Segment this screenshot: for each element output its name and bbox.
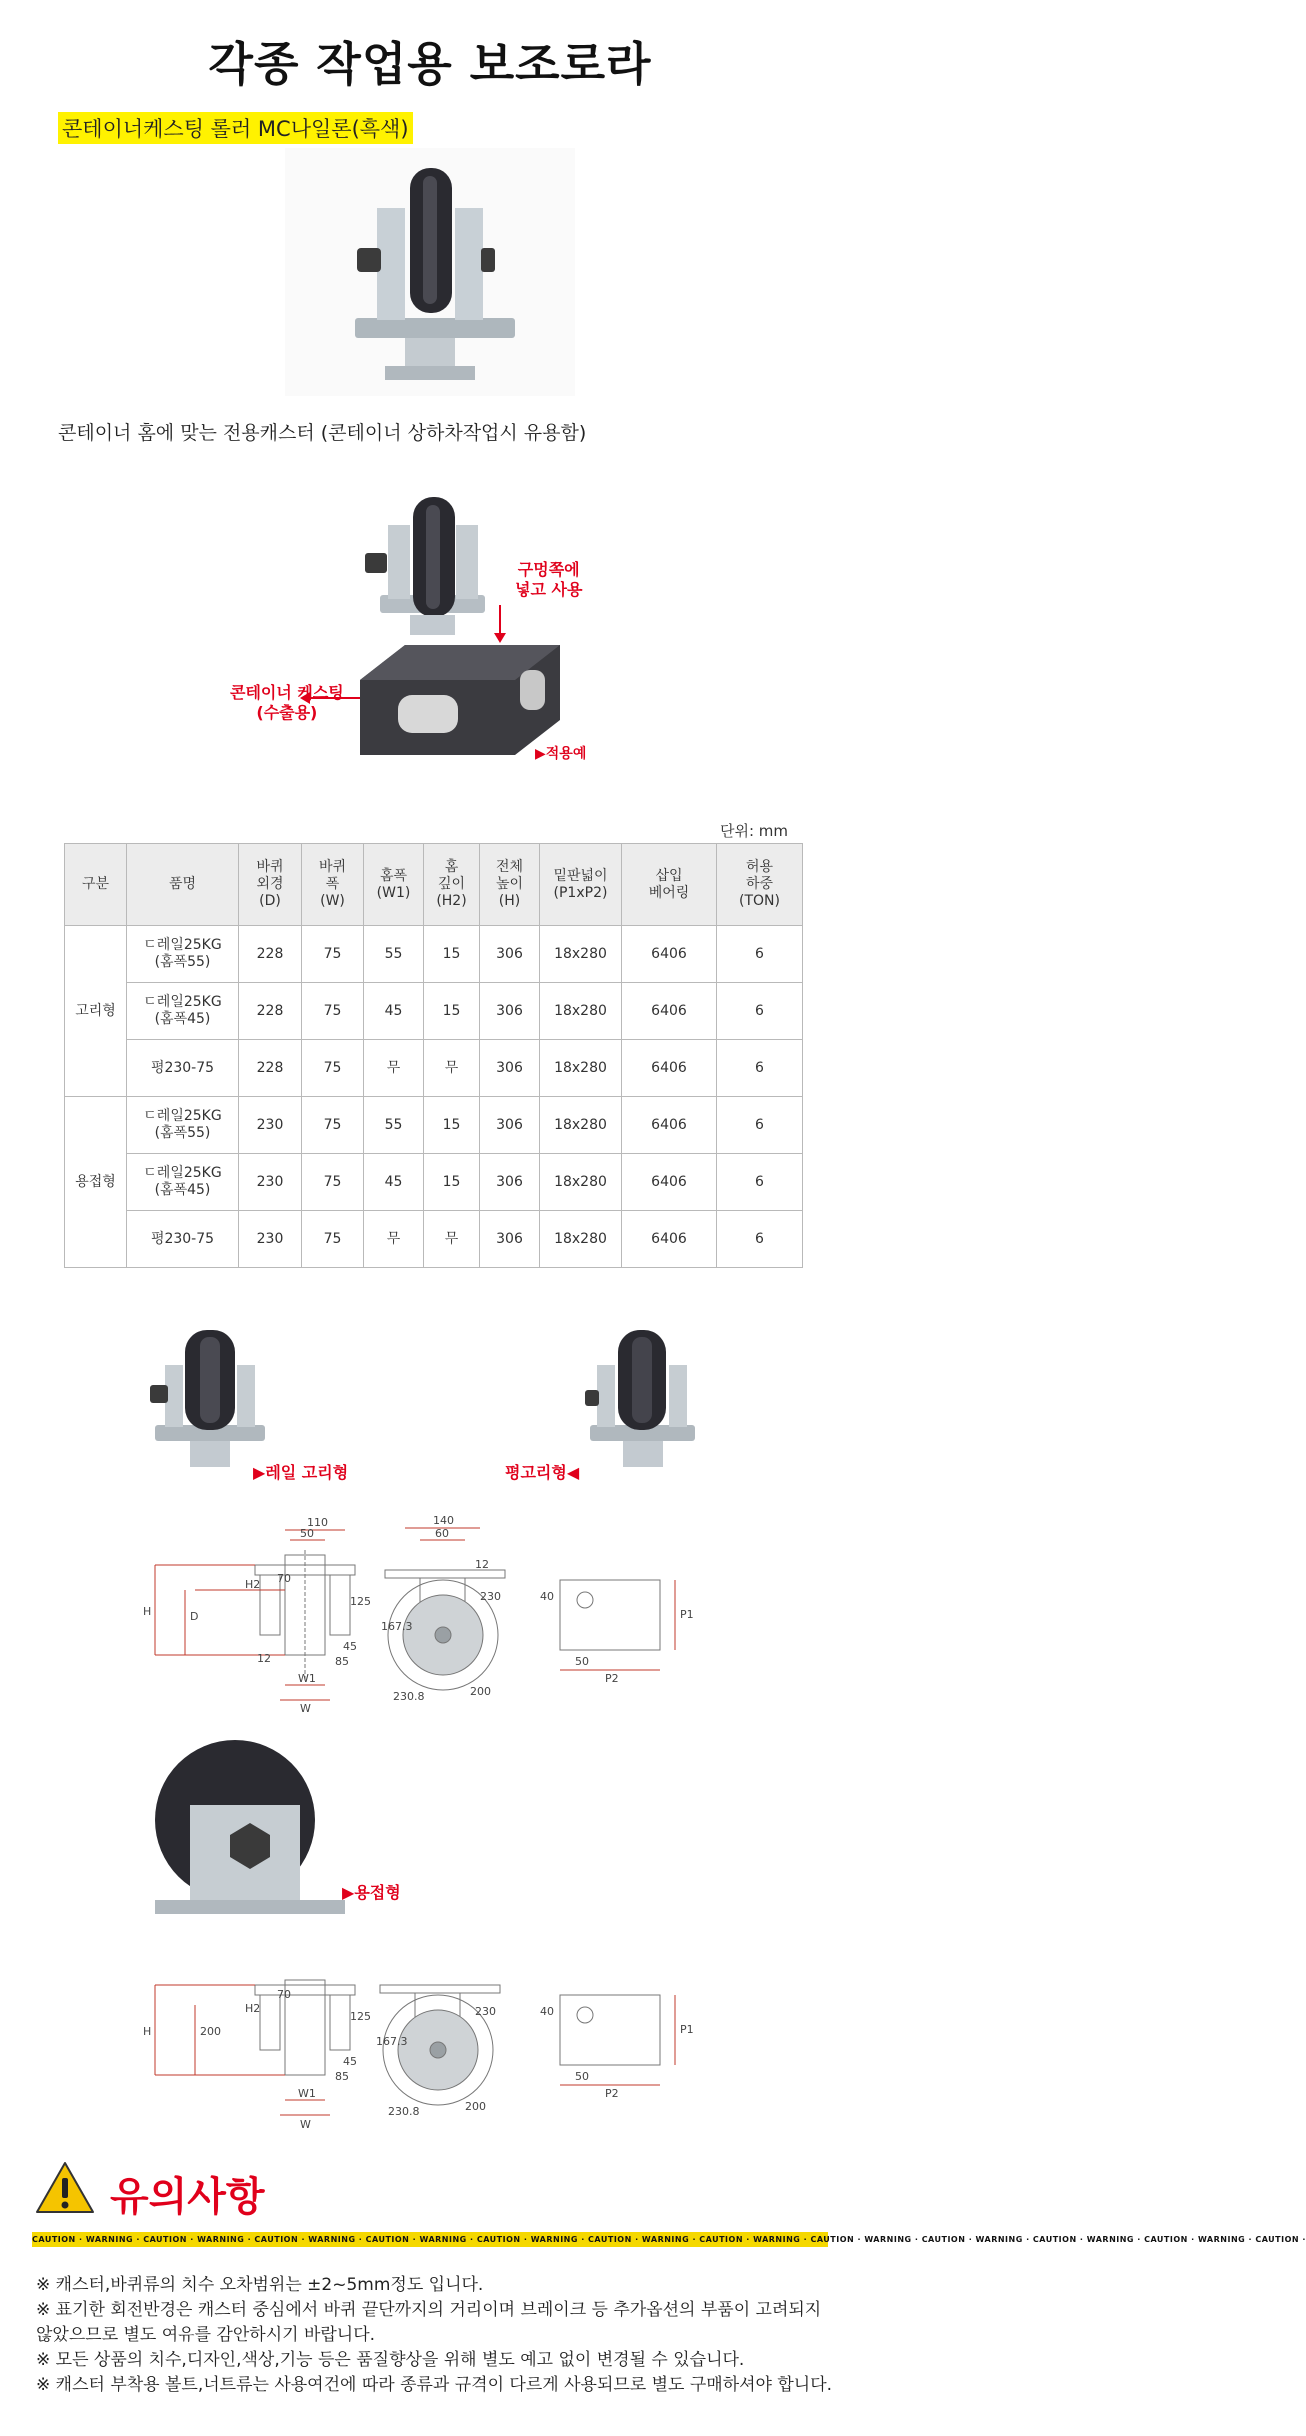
dim-weld-plate-p2: P2	[605, 2087, 619, 2100]
dim-front-110: 110	[307, 1516, 328, 1529]
table-cell: 무	[364, 1040, 424, 1097]
note-item: ※ 캐스터,바퀴류의 치수 오차범위는 ±2~5mm정도 입니다.	[36, 2275, 484, 2295]
table-cell: 228	[239, 983, 302, 1040]
insert-label	[515, 560, 582, 600]
dim-weld-200: 200	[200, 2025, 221, 2038]
table-cell: ㄷ레일25KG (홈폭45)	[127, 983, 239, 1040]
header-diameter: 바퀴 외경 (D)	[239, 844, 302, 926]
table-cell: 18x280	[540, 926, 622, 983]
unit-label: 단위: mm	[720, 822, 789, 840]
table-cell: 6406	[622, 1211, 717, 1268]
table-cell: ㄷ레일25KG (홈폭55)	[127, 926, 239, 983]
dim-front-70: 70	[277, 1572, 291, 1585]
dim-weld-w1: W1	[298, 2087, 316, 2100]
dim-front-d: D	[190, 1610, 199, 1623]
flat-hook-label	[505, 1460, 579, 1483]
table-row	[65, 1040, 803, 1097]
dim-side-140: 140	[433, 1514, 454, 1527]
table-cell: 75	[302, 983, 364, 1040]
dim-front-12: 12	[257, 1652, 271, 1665]
dim-side-230-8: 230.8	[393, 1690, 425, 1703]
table-cell: 18x280	[540, 1097, 622, 1154]
flat-hook-photo	[585, 1325, 700, 1475]
dim-front-125: 125	[350, 1595, 371, 1608]
table-cell: 무	[424, 1040, 480, 1097]
product-name: 콘테이너케스팅 롤러 MC나일론(흑색)	[58, 112, 413, 144]
table-cell: ㄷ레일25KG (홈폭45)	[127, 1154, 239, 1211]
page-title: 각종 작업용 보조로라	[208, 37, 652, 91]
table-row	[65, 1097, 803, 1154]
play-arrow-left-icon: ◀	[566, 1463, 580, 1482]
welded-label-text: 용접형	[354, 1883, 401, 1902]
dim-plate-p2: P2	[605, 1672, 619, 1685]
dim-side-230: 230	[480, 1590, 501, 1603]
dim-weld-125: 125	[350, 2010, 371, 2023]
table-cell: 15	[424, 1097, 480, 1154]
table-cell: 306	[480, 1154, 540, 1211]
warning-triangle-icon	[34, 2160, 96, 2216]
header-height: 전체 높이 (H)	[480, 844, 540, 926]
container-label	[230, 683, 344, 723]
dim-plate-40: 40	[540, 1590, 554, 1603]
note-item: ※ 모든 상품의 치수,디자인,색상,기능 등은 품질향상을 위해 별도 예고 없이 변경될 수 있습니다.	[36, 2350, 745, 2370]
table-row	[65, 983, 803, 1040]
table-cell: 6	[717, 1097, 803, 1154]
table-cell: 무	[364, 1211, 424, 1268]
table-cell: 6406	[622, 1097, 717, 1154]
table-cell: 18x280	[540, 983, 622, 1040]
table-cell: 45	[364, 983, 424, 1040]
table-cell: 6406	[622, 926, 717, 983]
table-cell: 75	[302, 926, 364, 983]
group-label: 고리형	[65, 926, 127, 1097]
caution-tape: CAUTION · WARNING · CAUTION · WARNING · CAUTION · WARNING · CAUTION · WARNING · CAUTION · WARNING · CAUTION · WARNING · CAUTION · WARNING · CAUTION · WARNING · CAUTION · WARNING · CAUTION · WARNING · CAUTION · WARNING · CAUTION ·	[32, 2232, 828, 2247]
container-label-line1: 콘테이너 케스팅	[230, 683, 344, 702]
header-load: 허용 하중 (TON)	[717, 844, 803, 926]
dim-plate-50: 50	[575, 1655, 589, 1668]
table-cell: 306	[480, 926, 540, 983]
usage-diagram	[230, 485, 650, 785]
play-arrow-icon: ▶	[253, 1463, 266, 1482]
dim-weld-side-200: 200	[465, 2100, 486, 2113]
table-row	[65, 926, 803, 983]
table-cell: 6	[717, 1040, 803, 1097]
group-label: 용접형	[65, 1097, 127, 1268]
welded-photo	[150, 1735, 350, 1925]
header-groove-depth: 홈 깊이 (H2)	[424, 844, 480, 926]
table-cell: 306	[480, 983, 540, 1040]
dim-weld-side-167: 167.3	[376, 2035, 408, 2048]
spec-table	[64, 843, 803, 1268]
dim-weld-h2: H2	[245, 2002, 261, 2015]
dim-side-12: 12	[475, 1558, 489, 1571]
dim-front-w: W	[300, 1702, 311, 1715]
dim-front-85: 85	[335, 1655, 349, 1668]
table-cell: 75	[302, 1097, 364, 1154]
table-cell: 6406	[622, 983, 717, 1040]
product-subtitle: 콘테이너 홈에 맞는 전용캐스터 (콘테이너 상하차작업시 유용함)	[58, 422, 587, 444]
table-cell: 6	[717, 926, 803, 983]
product-photo-main	[285, 148, 575, 396]
example-label	[535, 743, 586, 763]
table-row	[65, 1154, 803, 1211]
table-cell: ㄷ레일25KG (홈폭55)	[127, 1097, 239, 1154]
table-cell: 228	[239, 1040, 302, 1097]
table-cell: 75	[302, 1040, 364, 1097]
dim-front-h: H	[143, 1605, 152, 1618]
table-cell: 평230-75	[127, 1040, 239, 1097]
insert-label-line1: 구멍쪽에	[517, 560, 580, 579]
table-cell: 15	[424, 926, 480, 983]
table-cell: 75	[302, 1154, 364, 1211]
dim-weld-plate-p1: P1	[680, 2023, 694, 2036]
table-cell: 6	[717, 983, 803, 1040]
insert-label-line2: 넣고 사용	[515, 580, 583, 599]
rail-hook-photo	[150, 1325, 270, 1475]
table-cell: 무	[424, 1211, 480, 1268]
header-plate-size: 밑판넓이 (P1xP2)	[540, 844, 622, 926]
table-cell: 228	[239, 926, 302, 983]
table-cell: 15	[424, 983, 480, 1040]
table-cell: 6406	[622, 1040, 717, 1097]
rail-hook-label	[253, 1460, 348, 1483]
table-cell: 75	[302, 1211, 364, 1268]
dim-weld-w: W	[300, 2118, 311, 2131]
warning-heading: 유의사항	[110, 2174, 265, 2220]
dim-weld-h: H	[143, 2025, 152, 2038]
play-arrow-icon: ▶	[342, 1883, 355, 1902]
table-cell: 230	[239, 1097, 302, 1154]
header-width: 바퀴 폭 (W)	[302, 844, 364, 926]
table-row	[65, 1211, 803, 1268]
dim-weld-plate-40: 40	[540, 2005, 554, 2018]
table-cell: 6	[717, 1154, 803, 1211]
table-cell: 306	[480, 1040, 540, 1097]
dim-weld-70: 70	[277, 1988, 291, 2001]
note-item: ※ 표기한 회전반경은 캐스터 중심에서 바퀴 끝단까지의 거리이며 브레이크 등 추가옵션의 부품이 고려되지 않았으므로 별도 여유를 감안하시기 바랍니다.	[36, 2300, 822, 2345]
dim-side-200: 200	[470, 1685, 491, 1698]
table-cell: 55	[364, 926, 424, 983]
table-cell: 18x280	[540, 1211, 622, 1268]
header-category: 구분	[65, 844, 127, 926]
play-arrow-icon: ▶	[535, 746, 546, 762]
table-cell: 55	[364, 1097, 424, 1154]
welded-label	[342, 1880, 401, 1903]
table-cell: 230	[239, 1211, 302, 1268]
dim-weld-side-230: 230	[475, 2005, 496, 2018]
table-cell: 306	[480, 1211, 540, 1268]
dim-side-60: 60	[435, 1527, 449, 1540]
table-cell: 45	[364, 1154, 424, 1211]
header-groove-width: 홈폭 (W1)	[364, 844, 424, 926]
table-cell: 15	[424, 1154, 480, 1211]
table-cell: 평230-75	[127, 1211, 239, 1268]
header-product: 품명	[127, 844, 239, 926]
dim-weld-45: 45	[343, 2055, 357, 2068]
dim-weld-side-230-8: 230.8	[388, 2105, 420, 2118]
table-cell: 18x280	[540, 1154, 622, 1211]
rail-hook-label-text: 레일 고리형	[265, 1463, 349, 1482]
dim-weld-plate-50: 50	[575, 2070, 589, 2083]
table-cell: 6	[717, 1211, 803, 1268]
dim-weld-85: 85	[335, 2070, 349, 2083]
dim-front-h2: H2	[245, 1578, 261, 1591]
container-label-line2: (수출용)	[256, 703, 318, 722]
header-bearing: 삽입 베어링	[622, 844, 717, 926]
table-cell: 306	[480, 1097, 540, 1154]
dim-front-45: 45	[343, 1640, 357, 1653]
dim-side-167: 167.3	[381, 1620, 413, 1633]
example-label-text: 적용예	[545, 746, 587, 762]
spec-table-header-row	[65, 844, 803, 926]
dim-front-w1: W1	[298, 1672, 316, 1685]
dim-front-50: 50	[300, 1527, 314, 1540]
note-item: ※ 캐스터 부착용 볼트,너트류는 사용여건에 따라 종류과 규격이 다르게 사용되므로 별도 구매하셔야 합니다.	[36, 2375, 833, 2395]
notes-list	[36, 2273, 836, 2398]
table-cell: 18x280	[540, 1040, 622, 1097]
technical-drawing-hook	[135, 1510, 705, 1740]
table-cell: 230	[239, 1154, 302, 1211]
technical-drawing-welded	[135, 1950, 705, 2150]
table-cell: 6406	[622, 1154, 717, 1211]
flat-hook-label-text: 평고리형	[505, 1463, 567, 1482]
dim-plate-p1: P1	[680, 1608, 694, 1621]
